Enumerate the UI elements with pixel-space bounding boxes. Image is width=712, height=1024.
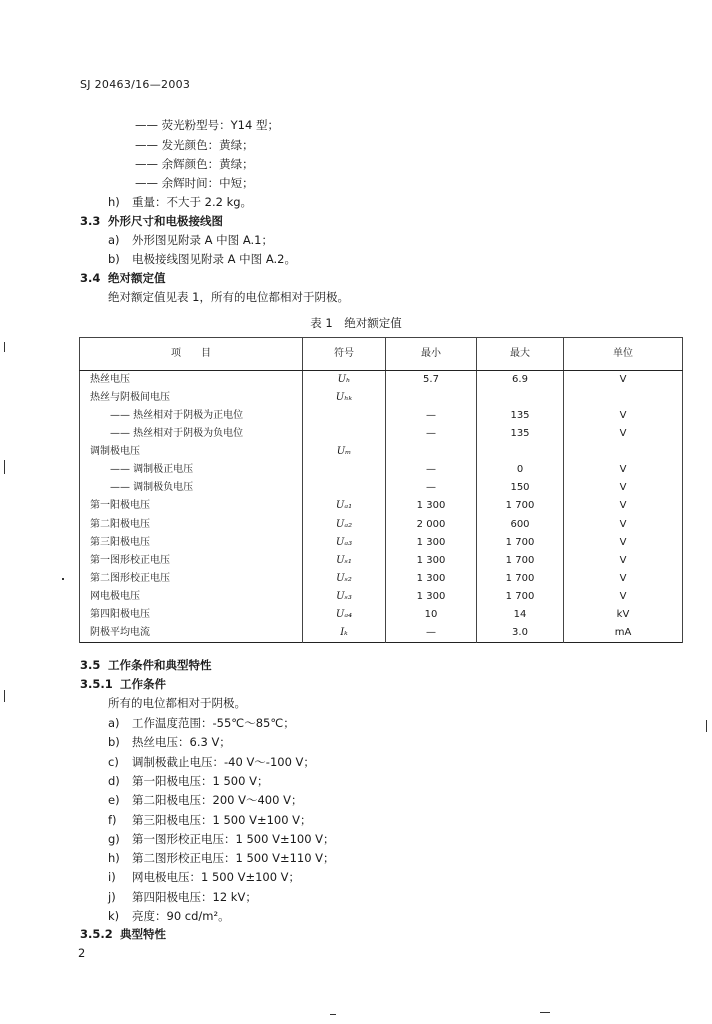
cell-symbol: Uₐ₂ — [303, 516, 386, 534]
scan-mark — [706, 720, 707, 732]
table-row — [80, 480, 683, 498]
cell-symbol: Uₕₖ — [303, 389, 386, 407]
cell-symbol: Uₐ₃ — [303, 534, 386, 552]
table-row — [80, 443, 683, 461]
cell-unit: V — [564, 516, 683, 534]
header-max: 最大 — [477, 338, 564, 371]
table-row — [80, 624, 683, 643]
cell-max: 135 — [477, 425, 564, 443]
table-row — [80, 498, 683, 516]
cell-symbol: Iₖ — [303, 624, 386, 643]
condition-item — [108, 832, 335, 846]
header-item: 项 目 — [80, 338, 303, 371]
cell-item: 第一阳极电压 — [80, 498, 303, 516]
table-row — [80, 389, 683, 407]
cell-min: 1 300 — [386, 498, 477, 516]
cell-max — [477, 389, 564, 407]
condition-label: a) — [108, 716, 120, 730]
cell-unit: V — [564, 588, 683, 606]
cell-max: 3.0 — [477, 624, 564, 643]
cell-symbol — [303, 480, 386, 498]
cell-symbol: Uₛ₂ — [303, 570, 386, 588]
cell-item: 第三阳极电压 — [80, 534, 303, 552]
cell-unit: V — [564, 407, 683, 425]
cell-unit: V — [564, 371, 683, 390]
condition-label: k) — [108, 909, 120, 923]
condition-label: i) — [108, 870, 116, 885]
cell-max: 6.9 — [477, 371, 564, 390]
cell-min: 1 300 — [386, 534, 477, 552]
afterglow-color: —— 余辉颜色：黄绿； — [135, 157, 254, 171]
cell-item: 热丝电压 — [80, 371, 303, 390]
section-heading-3-4: 3.4 绝对额定值 — [80, 271, 166, 285]
condition-label: g) — [108, 831, 120, 846]
table-body — [80, 371, 683, 643]
emission-color: —— 发光颜色：黄绿； — [135, 138, 254, 152]
cell-item: 调制极电压 — [80, 443, 303, 461]
header-unit: 单位 — [564, 338, 683, 371]
cell-min: 1 300 — [386, 552, 477, 570]
table-row — [80, 552, 683, 570]
condition-label: d) — [108, 773, 120, 788]
cell-item: 第二图形校正电压 — [80, 570, 303, 588]
condition-item — [108, 813, 312, 827]
cell-min — [386, 443, 477, 461]
cell-symbol — [303, 425, 386, 443]
cell-min: 1 300 — [386, 570, 477, 588]
cell-symbol: Uₕ — [303, 371, 386, 390]
condition-item — [108, 755, 315, 769]
scan-mark — [62, 578, 64, 580]
cell-item: 网电极电压 — [80, 588, 303, 606]
cell-unit — [564, 389, 683, 407]
cell-item: 第二阳极电压 — [80, 516, 303, 534]
cell-min: — — [386, 624, 477, 643]
list-item-outline: a) 外形图见附录 A 中图 A.1； — [108, 233, 273, 247]
cell-min: — — [386, 461, 477, 479]
cell-min: 10 — [386, 606, 477, 624]
scan-mark — [330, 1014, 336, 1015]
condition-item — [108, 870, 300, 884]
condition-label: e) — [108, 793, 120, 808]
condition-text: 第一图形校正电压：1 500 V±100 V； — [132, 831, 335, 846]
cell-max: 1 700 — [477, 570, 564, 588]
cell-symbol — [303, 407, 386, 425]
cell-min: 2 000 — [386, 516, 477, 534]
section-heading-3-3: 3.3 外形尺寸和电极接线图 — [80, 214, 223, 228]
cell-unit: kV — [564, 606, 683, 624]
cell-unit: V — [564, 498, 683, 516]
cell-unit: V — [564, 461, 683, 479]
cell-item: —— 调制极正电压 — [80, 461, 303, 479]
table-header-row — [80, 338, 683, 371]
table-caption: 表 1 绝对额定值 — [310, 316, 402, 330]
cell-max: 1 700 — [477, 498, 564, 516]
afterglow-time: —— 余辉时间：中短； — [135, 176, 254, 190]
cell-symbol: Uₐ₄ — [303, 606, 386, 624]
absolute-ratings-table — [79, 337, 683, 643]
condition-text: 第二阳极电压：200 V～400 V； — [132, 793, 303, 808]
cell-min: 1 300 — [386, 588, 477, 606]
document-header: SJ 20463/16—2003 — [80, 78, 191, 91]
cell-min: — — [386, 425, 477, 443]
cell-min — [386, 389, 477, 407]
cell-max: 150 — [477, 480, 564, 498]
table-row — [80, 407, 683, 425]
cell-min: — — [386, 480, 477, 498]
condition-text: 第二图形校正电压：1 500 V±110 V； — [132, 851, 335, 866]
table-row — [80, 588, 683, 606]
list-item-weight: h) 重量：不大于 2.2 kg。 — [108, 195, 253, 209]
cell-symbol: Uₛ₃ — [303, 588, 386, 606]
cell-item: —— 热丝相对于阴极为负电位 — [80, 425, 303, 443]
condition-text: 热丝电压：6.3 V； — [132, 735, 231, 750]
section-heading-3-5: 3.5 工作条件和典型特性 — [80, 658, 212, 672]
condition-text: 第一阳极电压：1 500 V； — [132, 773, 269, 788]
condition-label: b) — [108, 735, 120, 750]
scan-mark — [4, 342, 5, 352]
cell-item: 第四阳极电压 — [80, 606, 303, 624]
cell-unit: V — [564, 425, 683, 443]
cell-item: 热丝与阴极间电压 — [80, 389, 303, 407]
condition-label: j) — [108, 889, 116, 904]
scan-mark — [4, 690, 5, 702]
cell-max: 14 — [477, 606, 564, 624]
cell-max: 1 700 — [477, 552, 564, 570]
section-heading-3-5-1: 3.5.1 工作条件 — [80, 677, 166, 691]
cell-item: 阴极平均电流 — [80, 624, 303, 643]
condition-item — [108, 909, 230, 923]
condition-item — [108, 851, 335, 865]
cell-unit: V — [564, 480, 683, 498]
page-number: 2 — [78, 946, 86, 960]
condition-label: f) — [108, 812, 117, 827]
cell-unit: V — [564, 552, 683, 570]
phosphor-type: —— 荧光粉型号：Y14 型； — [135, 118, 279, 132]
condition-item — [108, 774, 268, 788]
cell-max: 1 700 — [477, 588, 564, 606]
cell-unit: V — [564, 534, 683, 552]
table-row — [80, 461, 683, 479]
section-3-5-1-text: 所有的电位都相对于阴极。 — [108, 696, 246, 710]
cell-item: —— 热丝相对于阴极为正电位 — [80, 407, 303, 425]
scan-mark — [540, 1012, 550, 1013]
table-row — [80, 606, 683, 624]
list-item-wiring: b) 电极接线图见附录 A 中图 A.2。 — [108, 252, 296, 266]
cell-unit: V — [564, 570, 683, 588]
section-heading-3-5-2: 3.5.2 典型特性 — [80, 927, 166, 941]
table-row — [80, 516, 683, 534]
cell-max: 1 700 — [477, 534, 564, 552]
condition-text: 网电极电压：1 500 V±100 V； — [132, 870, 301, 885]
condition-text: 第四阳极电压：12 kV； — [132, 889, 257, 904]
condition-text: 亮度：90 cd/m²。 — [132, 909, 230, 923]
condition-label: h) — [108, 851, 120, 866]
cell-item: 第一图形校正电压 — [80, 552, 303, 570]
table-row — [80, 425, 683, 443]
cell-min: 5.7 — [386, 371, 477, 390]
condition-text: 调制极截止电压：-40 V～-100 V； — [132, 754, 315, 769]
cell-symbol: Uₛ₁ — [303, 552, 386, 570]
condition-text: 工作温度范围：-55℃～85℃； — [132, 716, 295, 730]
cell-max: 0 — [477, 461, 564, 479]
table-row — [80, 534, 683, 552]
cell-unit: mA — [564, 624, 683, 643]
scan-mark — [4, 460, 5, 474]
condition-item — [108, 793, 302, 807]
header-symbol: 符号 — [303, 338, 386, 371]
cell-symbol: Uₘ — [303, 443, 386, 461]
cell-unit — [564, 443, 683, 461]
cell-item: —— 调制极负电压 — [80, 480, 303, 498]
cell-min: — — [386, 407, 477, 425]
cell-max: 135 — [477, 407, 564, 425]
cell-symbol: Uₐ₁ — [303, 498, 386, 516]
condition-text: 第三阳极电压：1 500 V±100 V； — [132, 812, 312, 827]
cell-symbol — [303, 461, 386, 479]
table-row — [80, 371, 683, 390]
section-3-4-text: 绝对额定值见表 1，所有的电位都相对于阴极。 — [108, 290, 349, 304]
condition-item — [108, 735, 231, 749]
condition-item — [108, 716, 295, 730]
condition-item — [108, 890, 257, 904]
header-min: 最小 — [386, 338, 477, 371]
cell-max: 600 — [477, 516, 564, 534]
condition-label: c) — [108, 754, 119, 769]
cell-max — [477, 443, 564, 461]
table-row — [80, 570, 683, 588]
